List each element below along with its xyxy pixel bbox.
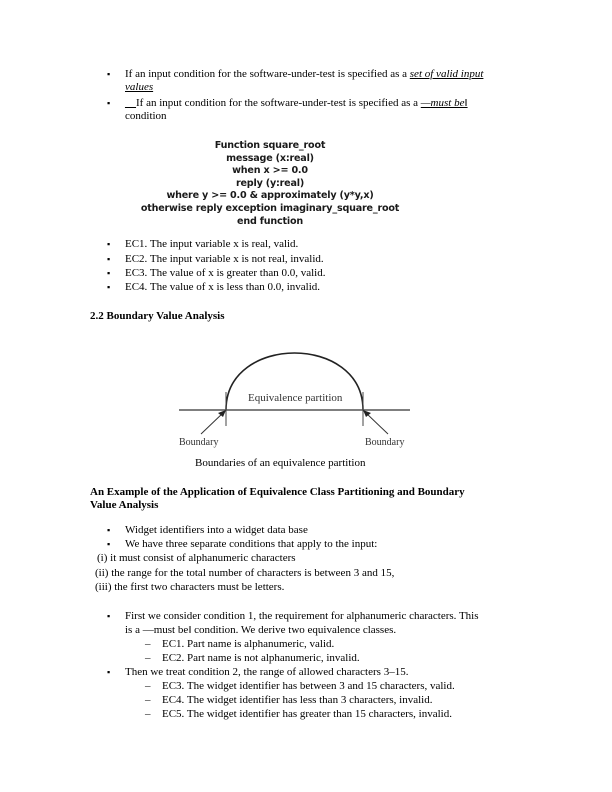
condition-item: (i) it must consist of alphanumeric characters <box>97 552 296 564</box>
ec-bullet-item: EC2. The input variable x is not real, invalid. <box>125 253 324 265</box>
bullet-marker: ▪ <box>107 239 111 249</box>
code-line: message (x:real) <box>226 152 314 164</box>
ec-bullet-item: EC4. The value of x is less than 0.0, invalid. <box>125 281 321 293</box>
bullet-marker: ▪ <box>107 667 111 677</box>
analysis-2-line-1: Then we treat condition 2, the range of allowed characters 3–15. <box>125 666 409 678</box>
condition-item: (iii) the first two characters must be letters. <box>95 581 285 593</box>
bullet-marker: ▪ <box>107 268 111 278</box>
condition-item: (ii) the range for the total number of characters is between 3 and 15, <box>95 567 395 579</box>
widget-bullet-item: Widget identifiers into a widget data base <box>125 524 308 536</box>
bullet-marker: ▪ <box>107 69 111 79</box>
bullet-marker: ▪ <box>107 98 111 108</box>
right-boundary-arrow <box>365 412 388 434</box>
bullet-marker: ▪ <box>107 282 111 292</box>
code-line: where y >= 0.0 & approximately (y*y,x) <box>166 190 374 202</box>
set-of-valid-input-emph: set of valid input <box>409 68 484 80</box>
left-boundary-label: Boundary <box>179 437 219 448</box>
boundary-diagram <box>170 340 420 455</box>
section-heading: 2.2 Boundary Value Analysis <box>90 310 225 322</box>
intro-bullet-1-line-2: values <box>125 81 154 93</box>
intro-bullet-1-line-1: If an input condition for the software-under-test is specified as a set of valid input <box>125 68 484 80</box>
dash-marker: – <box>145 652 151 664</box>
left-boundary-arrow <box>201 412 224 434</box>
analysis-subitem: EC2. Part name is not alphanumeric, invalid. <box>162 652 360 664</box>
analysis-1-line-1: First we consider condition 1, the requirement for alphanumeric characters. This <box>125 610 479 622</box>
figure-caption: Boundaries of an equivalence partition <box>195 457 366 469</box>
code-line: end function <box>237 215 303 227</box>
ec-bullet-item: EC1. The input variable x is real, valid. <box>125 238 299 250</box>
dash-marker: – <box>145 694 151 706</box>
analysis-subitem: EC3. The widget identifier has between 3 and 15 characters, valid. <box>162 680 455 692</box>
example-heading-line-1: An Example of the Application of Equivalence Class Partitioning and Boundary <box>90 486 465 498</box>
analysis-1-line-2: is a —must be‖ condition. We derive two equivalence classes. <box>125 624 397 636</box>
bullet-marker: ▪ <box>107 525 111 535</box>
code-line: otherwise reply exception imaginary_square_root <box>140 202 400 214</box>
code-line: when x >= 0.0 <box>232 165 308 177</box>
bullet-marker: ▪ <box>107 611 111 621</box>
analysis-subitem: EC5. The widget identifier has greater than 15 characters, invalid. <box>162 708 452 720</box>
dash-marker: – <box>145 638 151 650</box>
dash-marker: – <box>145 680 151 692</box>
partition-label: Equivalence partition <box>248 392 343 404</box>
bullet-marker: ▪ <box>107 539 111 549</box>
ec-bullet-item: EC3. The value of x is greater than 0.0, valid. <box>125 267 326 279</box>
dash-marker: – <box>145 708 151 720</box>
must-be-emph: —must be‖ <box>420 97 468 109</box>
example-heading-line-2: Value Analysis <box>90 499 159 511</box>
analysis-subitem: EC1. Part name is alphanumeric, valid. <box>162 638 335 650</box>
bullet-marker: ▪ <box>107 254 111 264</box>
intro-bullet-2-line-2: condition <box>125 110 167 122</box>
code-line: Function square_root <box>214 140 326 151</box>
widget-bullet-item: We have three separate conditions that apply to the input: <box>125 538 378 550</box>
code-line: reply (y:real) <box>235 177 305 189</box>
analysis-subitem: EC4. The widget identifier has less than 3 characters, invalid. <box>162 694 433 706</box>
square-root-spec-figure <box>130 140 410 228</box>
intro-bullet-2-line-1: __If an input condition for the software-under-test is specified as a —must be‖ <box>125 97 468 109</box>
right-boundary-label: Boundary <box>365 437 405 448</box>
